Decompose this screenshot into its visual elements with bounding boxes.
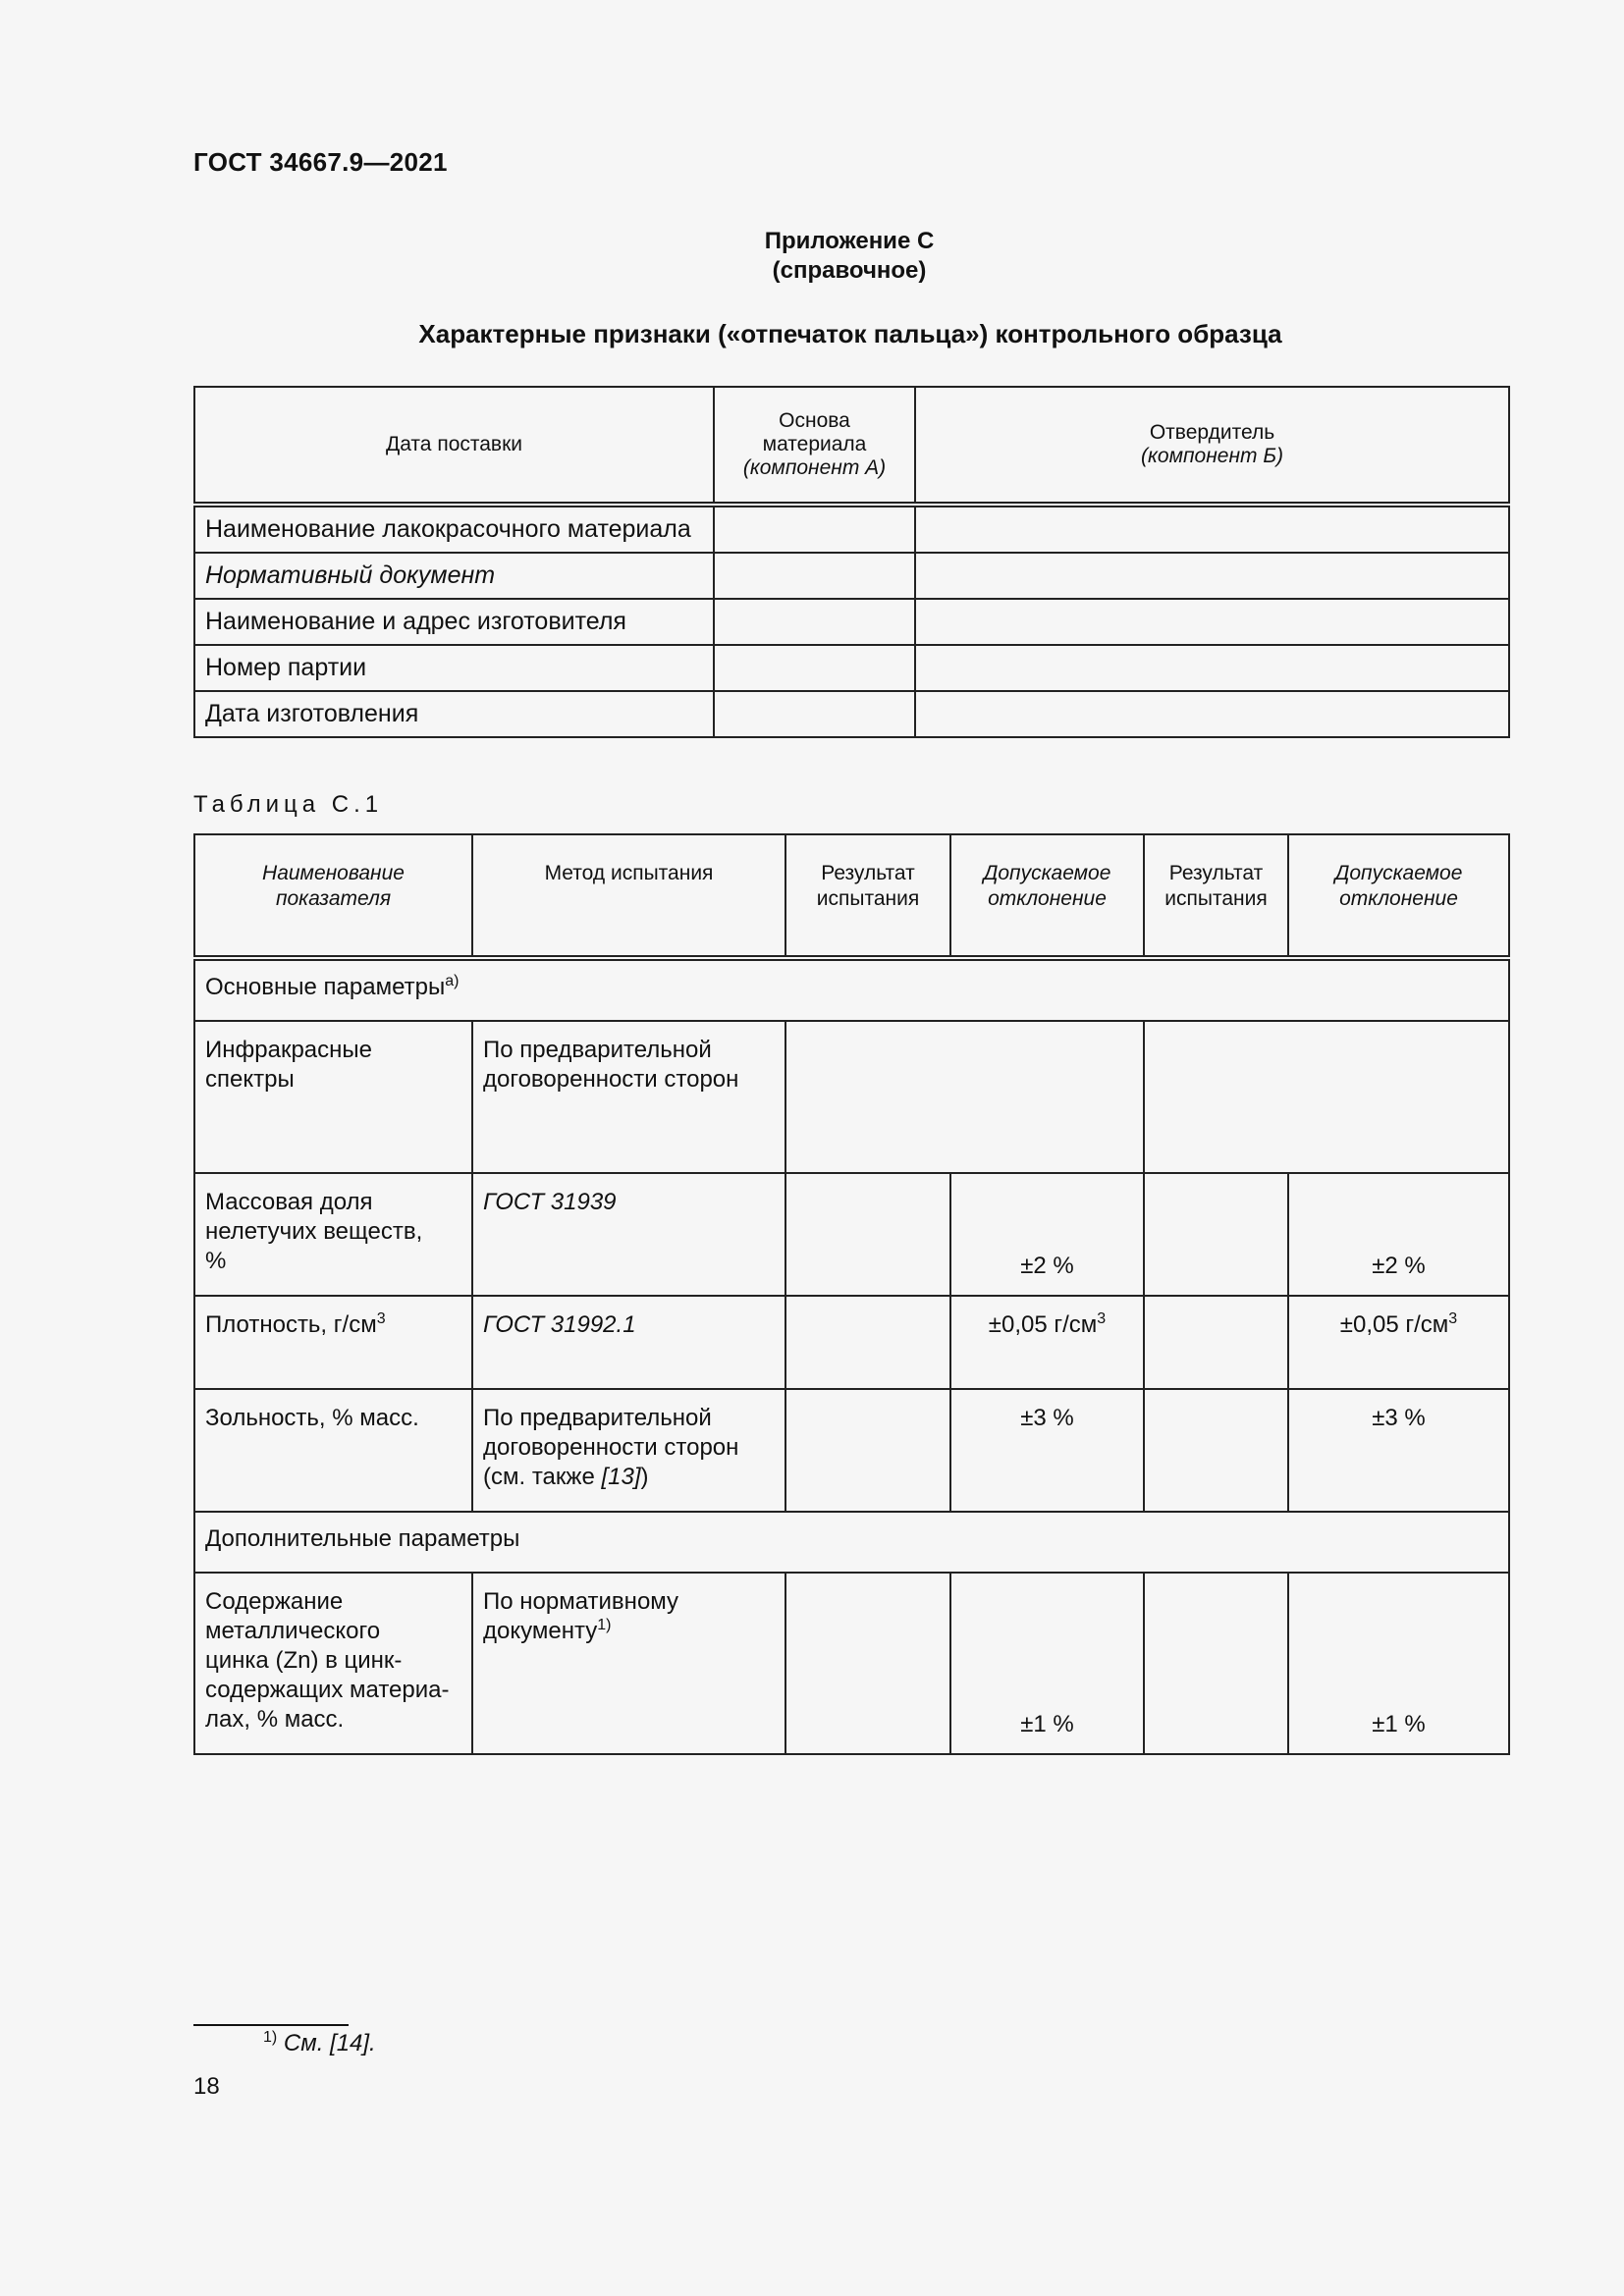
test-method: По предварительной договоренности сторон (см. также [13]) — [472, 1389, 785, 1512]
supply-table — [193, 386, 1510, 738]
table-row — [194, 505, 1509, 553]
test-method: ГОСТ 31992.1 — [472, 1296, 785, 1389]
tolerance-b: ±0,05 $г/см^3$ — [1288, 1296, 1509, 1389]
table-row-density — [194, 1296, 1509, 1389]
indicator-name: Плотность, $г/см^3$ — [194, 1296, 472, 1389]
header-test-method: Метод испытания — [472, 834, 785, 958]
table-row-ash — [194, 1389, 1509, 1512]
appendix-title: Приложение С — [764, 228, 935, 254]
footnote: $^{1)}$ См. [14]. — [263, 2029, 376, 2056]
base-cell — [714, 691, 915, 737]
base-cell — [714, 599, 915, 645]
page-number: 18 — [193, 2073, 220, 2100]
component-a-cell — [785, 1021, 1144, 1173]
test-method: По нормативному документу$^{1)}$ — [472, 1573, 785, 1754]
indicator-name: Инфракрасные спектры — [194, 1021, 472, 1173]
table-row — [194, 553, 1509, 599]
table-row — [194, 691, 1509, 737]
base-cell — [714, 553, 915, 599]
section-additional-parameters: Дополнительные параметры — [194, 1512, 1509, 1573]
header-test-result-b: Результат испытания — [1144, 834, 1288, 958]
table-row-mass — [194, 1173, 1509, 1296]
row-label: Номер партии — [194, 645, 714, 691]
hardener-cell — [915, 691, 1509, 737]
tolerance-b: ±2 % — [1288, 1173, 1509, 1296]
base-cell — [714, 645, 915, 691]
hardener-cell — [915, 645, 1509, 691]
document-id: ГОСТ 34667.9—2021 — [193, 147, 448, 177]
table-c1-header — [194, 834, 1509, 958]
row-label: Нормативный документ — [194, 553, 714, 599]
header-test-result-a: Результат испытания — [785, 834, 950, 958]
result-a-cell — [785, 1173, 950, 1296]
hardener-cell — [915, 505, 1509, 553]
result-a-cell — [785, 1389, 950, 1512]
table-caption: Таблица С.1 — [193, 791, 384, 818]
section-heading: Характерные признаки («отпечаток пальца») контрольного образца — [418, 319, 1282, 348]
table-row — [194, 599, 1509, 645]
footnote-separator — [193, 2024, 349, 2026]
indicator-name: Массовая доля нелетучих веществ, % — [194, 1173, 472, 1296]
result-b-cell — [1144, 1389, 1288, 1512]
header-tolerance-a: Допускаемое отклонение — [950, 834, 1144, 958]
appendix-type: (справочное) — [772, 257, 927, 284]
section-row-extra — [194, 1512, 1509, 1573]
base-cell — [714, 505, 915, 553]
table-row-zinc — [194, 1573, 1509, 1754]
hardener-cell — [915, 553, 1509, 599]
result-b-cell — [1144, 1173, 1288, 1296]
table-c1 — [193, 833, 1510, 1755]
indicator-name: Содержание металлического цинка (Zn) в цинк- содержащих материа- лах, % масс. — [194, 1573, 472, 1754]
test-method: ГОСТ 31939 — [472, 1173, 785, 1296]
supply-table-header — [194, 387, 1509, 505]
header-hardener: Отвердитель (компонент Б) — [915, 387, 1509, 505]
row-label: Наименование и адрес изготовителя — [194, 599, 714, 645]
tolerance-b: ±3 % — [1288, 1389, 1509, 1512]
result-b-cell — [1144, 1573, 1288, 1754]
test-method: По предварительной договоренности сторон — [472, 1021, 785, 1173]
tolerance-b: ±1 % — [1288, 1573, 1509, 1754]
indicator-name: Зольность, % масс. — [194, 1389, 472, 1512]
header-indicator-name: Наименование показателя — [194, 834, 472, 958]
row-label: Дата изготовления — [194, 691, 714, 737]
result-a-cell — [785, 1296, 950, 1389]
component-b-cell — [1144, 1021, 1509, 1173]
result-a-cell — [785, 1573, 950, 1754]
row-label: Наименование лакокрасочного материала — [194, 505, 714, 553]
tolerance-a: ±0,05 $г/см^3$ — [950, 1296, 1144, 1389]
header-supply-date: Дата поставки — [194, 387, 714, 505]
section-main-parameters: Основные параметры$^{а)}$ — [194, 958, 1509, 1021]
tolerance-a: ±3 % — [950, 1389, 1144, 1512]
header-tolerance-b: Допускаемое отклонение — [1288, 834, 1509, 958]
section-row-main — [194, 958, 1509, 1021]
tolerance-a: ±1 % — [950, 1573, 1144, 1754]
table-row — [194, 645, 1509, 691]
tolerance-a: ±2 % — [950, 1173, 1144, 1296]
header-base-material: Основа материала (компонент А) — [714, 387, 915, 505]
table-row-ir — [194, 1021, 1509, 1173]
hardener-cell — [915, 599, 1509, 645]
result-b-cell — [1144, 1296, 1288, 1389]
